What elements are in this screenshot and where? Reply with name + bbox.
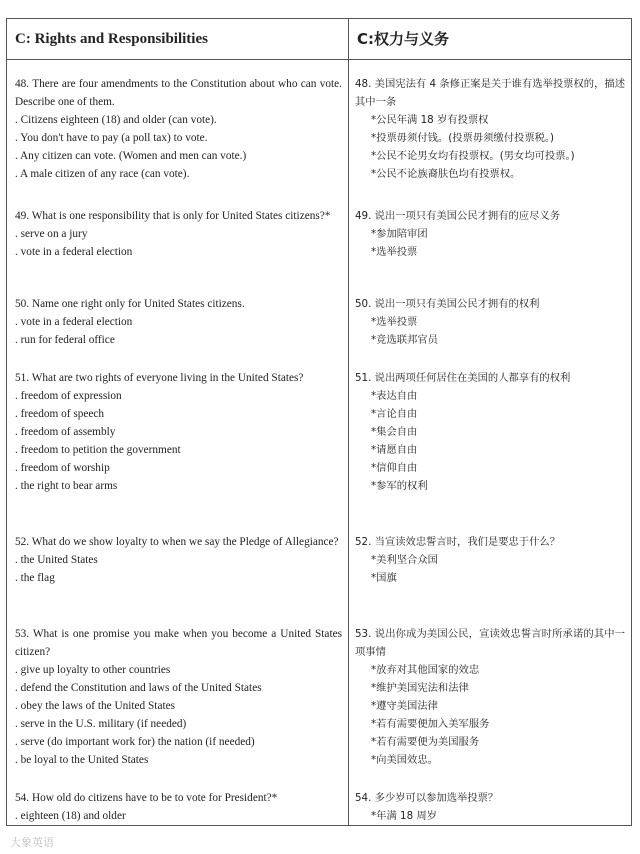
question-block-en [15,75,342,183]
answer-item: *投票毋须付钱。(投票毋须缴付投票税。) [371,132,555,144]
answer-item: . freedom of speech [15,408,105,420]
chinese-column [349,19,631,825]
answer-item: *若有需要便加入美军服务 [371,718,490,730]
question-block-zh [355,75,625,183]
question-text: 54. How old do citizens have to be to vote for President?* [15,792,278,804]
answer-item: . run for federal office [15,334,115,346]
answer-item: *放弃对其他国家的效忠 [371,664,480,676]
answer-item: . defend the Constitution and laws of the United States [15,682,262,694]
answer-item: *选举投票 [371,316,418,328]
answer-item: *选举投票 [371,246,418,258]
answer-item: . the flag [15,572,55,584]
question-text: 48. 美国宪法有 4 条修正案是关于谁有选举投票权的，描述其中一条 [355,78,625,108]
answer-item: . be loyal to the United States [15,754,149,766]
question-block-en [15,789,342,825]
answer-item: . vote in a federal election [15,246,133,258]
answer-item: *请愿自由 [371,444,418,456]
answer-item: *表达自由 [371,390,418,402]
answer-item: *美利坚合众国 [371,554,438,566]
answer-item: *向美国效忠。 [371,754,438,766]
answer-item: . You don't have to pay (a poll tax) to vote. [15,132,208,144]
question-block-zh [355,789,625,825]
answer-item: *言论自由 [371,408,418,420]
answer-item: *集会自由 [371,426,418,438]
question-block-en [15,369,342,495]
question-text: 49. What is one responsibility that is only for United States citizens?* [15,210,331,222]
question-text: 50. Name one right only for United States citizens. [15,298,245,310]
answer-item: . vote in a federal election [15,316,133,328]
answer-item: *参军的权利 [371,480,428,492]
english-header: C: Rights and Responsibilities [7,19,348,60]
question-block-zh [355,295,625,349]
watermark: 大象英语 [10,836,54,849]
question-text: 54. 多少岁可以参加选举投票？ [355,792,499,804]
question-block-en [15,625,342,769]
answer-item: *公民不论族裔肤色均有投票权。 [371,168,521,180]
answer-item: *若有需要便为美国服务 [371,736,480,748]
question-block-zh [355,207,625,261]
answer-item: . Citizens eighteen (18) and older (can vote). [15,114,217,126]
question-text: 51. 说出两项任何居住在美国的人都享有的权利 [355,372,571,384]
chinese-header: C:权力与义务 [349,19,631,60]
question-block-zh [355,625,625,769]
question-text: 49. 说出一项只有美国公民才拥有的应尽义务 [355,210,560,222]
question-block-zh [355,533,625,587]
answer-item: . the United States [15,554,98,566]
answer-item: . serve (do important work for) the nation (if needed) [15,736,255,748]
answer-item: . Any citizen can vote. (Women and men can vote.) [15,150,247,162]
answer-item: . give up loyalty to other countries [15,664,171,676]
answer-item: *国旗 [371,572,397,584]
document-table [6,18,632,826]
answer-item: . freedom of worship [15,462,110,474]
answer-item: *遵守美国法律 [371,700,438,712]
question-text: 53. What is one promise you make when you become a United States citizen? [15,628,342,658]
answer-item: *维护美国宪法和法律 [371,682,469,694]
question-text: 53. 说出你成为美国公民，宣读效忠誓言时所承诺的其中一项事情 [355,628,625,658]
answer-item: . the right to bear arms [15,480,118,492]
question-block-zh [355,369,625,495]
question-block-en [15,295,342,349]
question-text: 48. There are four amendments to the Constitution about who can vote. Describe one of them. [15,78,342,108]
answer-item: . freedom of expression [15,390,122,402]
answer-item: . serve on a jury [15,228,88,240]
question-text: 52. 当宣读效忠誓言时，我们是要忠于什么？ [355,536,560,548]
answer-item: *公民不论男女均有投票权。(男女均可投票。) [371,150,575,162]
answer-item: . freedom to petition the government [15,444,181,456]
answer-item: . serve in the U.S. military (if needed) [15,718,187,730]
answer-item: . obey the laws of the United States [15,700,176,712]
question-text: 50. 说出一项只有美国公民才拥有的权利 [355,298,540,310]
answer-item: *竞选联邦官员 [371,334,438,346]
answer-item: *年满 18 周岁 [371,810,437,822]
question-text: 51. What are two rights of everyone living in the United States? [15,372,304,384]
question-text: 52. What do we show loyalty to when we say the Pledge of Allegiance? [15,536,339,548]
answer-item: . A male citizen of any race (can vote). [15,168,190,180]
english-column [7,19,348,825]
answer-item: . freedom of assembly [15,426,116,438]
answer-item: . eighteen (18) and older [15,810,126,822]
answer-item: *参加陪审团 [371,228,428,240]
question-block-en [15,533,342,587]
answer-item: *信仰自由 [371,462,418,474]
answer-item: *公民年满 18 岁有投票权 [371,114,489,126]
question-block-en [15,207,342,261]
